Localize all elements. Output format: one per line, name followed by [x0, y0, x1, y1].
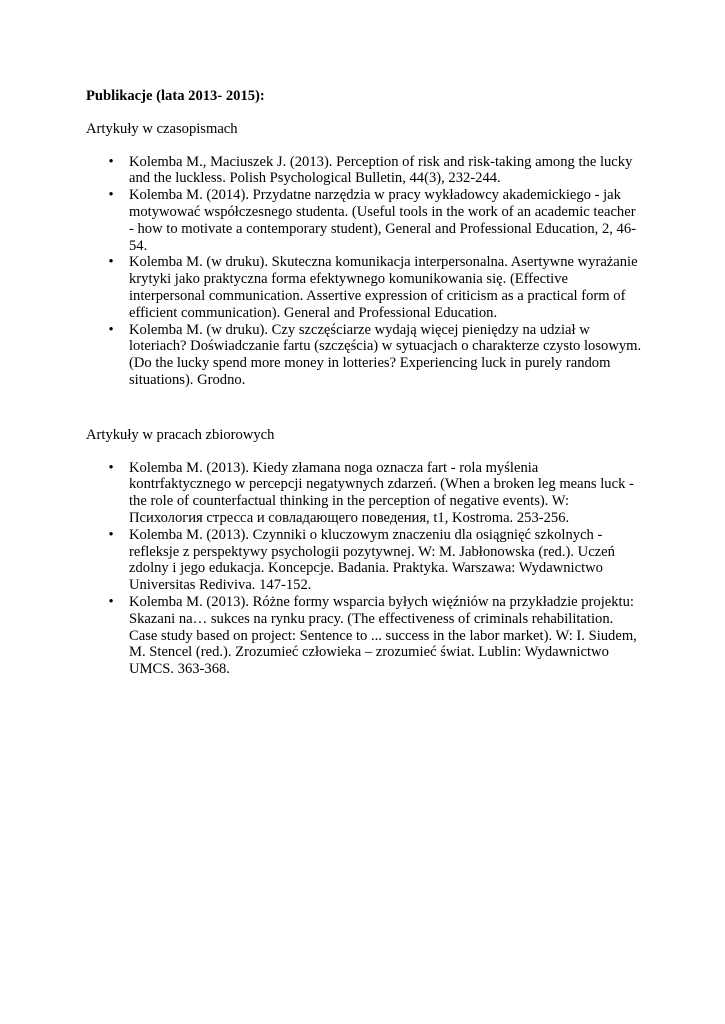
page-heading: Publikacje (lata 2013- 2015): — [86, 88, 265, 104]
publication-text: Kolemba M. (2013). Kiedy złamana noga oznacza fart - rola myślenia kontrfaktycznego w percepcji negatywnych zdarzeń. (When a broken leg means luck - the role of counterfactual thinking in the perception of negative events). W: Психология стресса и совладающего поведения, t1, Kostroma. 253-256. — [129, 459, 634, 526]
list-item — [108, 321, 642, 389]
bullet-icon: • — [108, 153, 114, 170]
publication-text: Kolemba M. (2013). Czynniki o kluczowym znaczeniu dla osiągnięć szkolnych - refleksje z perspektywy psychologii pozytywnej. W: M. Jabłonowska (red.). Uczeń zdolny i jego edukacja. Koncepcje. Badania. Praktyka. Warszawa: Wydawnictwo Universitas Rediviva. 147-152. — [129, 526, 615, 594]
publication-text: Kolemba M. (w druku). Czy szczęściarze wydają więcej pieniędzy na udział w loteriach? Doświadczanie fartu (szczęścia) w sytuacjach o charakterze czysto losowym. (Do the lucky spend more money in lotteries? Experiencing luck in purely random situations). Grodno. — [129, 321, 642, 388]
bullet-icon: • — [108, 187, 114, 204]
publication-list-journals — [86, 154, 642, 389]
section-title-collective-works: Artykuły w pracach zbiorowych — [86, 426, 275, 443]
section-spacer — [86, 389, 642, 427]
bullet-icon: • — [108, 254, 114, 271]
bullet-icon: • — [108, 321, 114, 338]
list-item — [108, 254, 642, 321]
bullet-icon: • — [108, 459, 114, 476]
publication-text: Kolemba M. (2013). Różne formy wsparcia byłych więźniów na przykładzie projektu: Skazani na… sukces na rynku pracy. (The effectiveness of criminals rehabilitation. Case study based on project: Sentence to ... success in the labor market). W: I. Siudem, M. Stencel (red.). Zrozumieć człowieka – zrozumieć świat. Lublin: Wydawnictwo UMCS. 363-368. — [129, 593, 637, 678]
document-page — [86, 88, 642, 678]
list-item — [108, 459, 642, 527]
publication-text: Kolemba M., Maciuszek J. (2013). Perception of risk and risk-taking among the lucky and the luckless. Polish Psychological Bulletin, 44(3), 232-244. — [129, 153, 633, 187]
list-item — [108, 526, 642, 594]
publication-list-collective-works — [86, 460, 642, 678]
publication-text: Kolemba M. (w druku). Skuteczna komunikacja interpersonalna. Asertywne wyrażanie krytyki jako praktyczna forma efektywnego komunikowania się. (Effective interpersonal communication. Assertive expression of criticism as a practical form of efficient communication). General and Professional Education. — [129, 254, 638, 321]
list-item — [108, 153, 642, 188]
bullet-icon: • — [108, 593, 114, 610]
section-title-journals: Artykuły w czasopismach — [86, 120, 238, 137]
publication-text: Kolemba M. (2014). Przydatne narzędzia w pracy wykładowcy akademickiego - jak motywować współczesnego studenta. (Useful tools in the work of an academic teacher - how to motivate a contemporary student), General and Professional Education, 2, 46-54. — [129, 187, 636, 254]
bullet-icon: • — [108, 526, 114, 543]
list-item — [108, 187, 642, 254]
list-item — [108, 593, 642, 678]
